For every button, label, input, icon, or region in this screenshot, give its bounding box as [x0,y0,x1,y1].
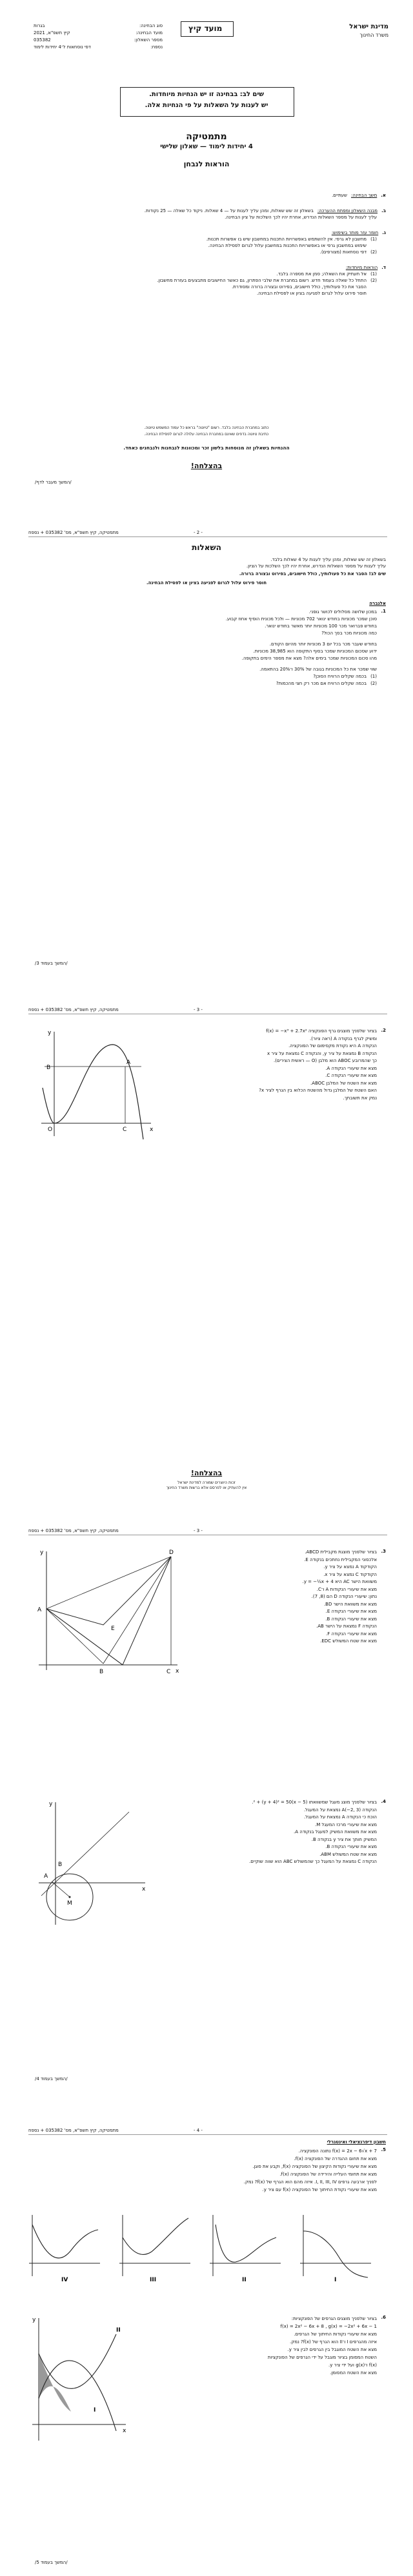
question-line: מצא את תחומי העלייה והירידה של הפונקציה f(x). [279,2172,377,2177]
question-line: מצא את שטח המשולש ABM. [319,1851,377,1857]
item-label: מבנה השאלון ומפתח ההערכה: [317,208,378,213]
instruction-item [39,284,386,290]
question-line: הנקודה B נמצאת על ציר y, והנקודה C נמצאת על ציר x [267,1050,377,1056]
label-b: B [46,1065,51,1071]
meta-label: נספח: [150,44,163,50]
graph-ii [206,2212,284,2283]
copyright-1: זכות היוצרים שמורה למדינת ישראל [177,1480,236,1485]
question-line: איזה מהגרפים I ו־II הוא הגרף של f(x)? נמק. [290,2339,377,2345]
diagonal-bd [103,1557,171,1664]
page-header: מתמטיקה, קיץ תשפ"א, מס' 035382 + נספח [28,2128,119,2133]
item-text: שעתיים. [332,193,348,198]
question-line: f(x) ו־g(x) ועל ידי ציר y. [328,2363,377,2368]
question-line: מצא את השטח המסומן. [330,2370,377,2375]
sub-text: בכמה שקלים הרוויח אם מכר רק חצי מהכמות? [276,681,367,686]
page-5 [0,2121,413,2573]
instruction-item [39,242,386,249]
page-number: - 4 - [194,2128,203,2133]
question-number: 4. [381,1799,386,1804]
question-line: מצא את שיעורי נקודות החיתוך של הגרפים. [294,2332,377,2337]
label-x: x [150,1126,154,1133]
curve-i [39,2361,116,2431]
question-line: מצא את השטח של המלבן ABOC. [310,1080,377,1086]
meta-value: 035382 [34,37,51,43]
graph-iv [26,2212,103,2283]
question-3-body [194,1549,377,1646]
item-label: משך הבחינה: [351,193,378,198]
meta-row [34,30,163,35]
question-line: ידוע שסכום המכוניות שמכר בסוף התקופה הוא 38,985 מכוניות. [253,649,377,654]
graph-label: II [242,2277,247,2283]
question-3-diagram [32,1548,181,1676]
question-line: מצא את שיעורי הנקודות A ו־C. [316,1586,377,1592]
page-number: - 2 - [194,530,203,535]
question-line: שווי שמכר את כל המכוניות בגובה של 30% ו־20% בהתאמה. [259,667,377,672]
item-key: ד. [381,265,386,270]
sub-key: (1) [370,674,377,679]
graph-label: IV [61,2277,68,2283]
section-title: חשבון דיפרנציאלי ואינטגרלי [327,2139,386,2145]
graph-iii [116,2212,194,2283]
question-line: מצא את שיעורי הנקודה F. [325,1631,377,1637]
question-line: כמה מכוניות מכר בסך הכול? [321,631,377,636]
continue-note: /המשך מעבר לדף/ [35,480,72,485]
item-text: עליך לענות על מספר השאלות הנדרש, אחרת יהיו לכך השלכות על ציון הבחינה. [225,215,377,220]
question-line: הנקודה C נמצאת על המעגל כך שהמשולש ABC הוא שווה שוקיים. [249,1859,377,1864]
question-line: מצא את שיעורי הנקודה C. [325,1073,377,1078]
label-x: x [123,2428,126,2434]
question-line: הקודקוד C נמצא על ציר x. [323,1571,377,1577]
question-2-graph [28,1027,157,1149]
question-line: נתון: שיעורי הנקודה D הם (8, 7). [311,1594,377,1599]
instruction-item [39,208,386,214]
page-number: - 3 - [194,1528,203,1533]
instruction-item [39,271,386,277]
section-title: אלגברה [369,601,386,606]
question-line: כך שהמרובע ABOC הוא מלבן (O — ראשית הצירים). [274,1058,377,1063]
question-line: מצא את שיעורי הנקודה B. [325,1844,377,1849]
label-c: C [166,1669,171,1675]
question-line: בציור שלפניך מוצג מעגל שמשוואתו (x − 5)² + (y + 4)² = 50. [252,1800,377,1805]
meta-label: מועד הבחינה: [136,30,163,35]
question-line: הוכח כי הנקודה A נמצאת על המעגל. [304,1814,377,1820]
page-header: מתמטיקה, קיץ תשפ"א, מס' 035382 + נספח [28,1528,119,1533]
label-c: C [123,1126,127,1133]
question-line: הקודקוד A נמצא על ציר y. [323,1564,377,1569]
label-e: E [111,1626,115,1632]
question-line: מצא את שיעורי מרכז המעגל M. [314,1822,377,1827]
label-x: x [142,1886,146,1893]
label-y: y [40,1549,44,1556]
label-a: A [37,1607,42,1613]
header-rule [28,2134,387,2135]
instruction-item [39,236,386,242]
page-number: - 3 - [194,1007,203,1012]
label-x: x [176,1668,179,1675]
question-6-graph [26,2315,129,2444]
intro-line-2: עליך לענות על מספר השאלות הנדרש, אחרת יהיו לכך השלכות על הציון. [246,564,386,569]
item-key: ב. [381,208,386,213]
question-line: האם השטח של המלבן גדול מהשטח הכלוא בין הגרף לציר x? [259,1088,377,1093]
question-line: אלכסוני המקבילית נחתכים בנקודה E. [304,1557,377,1562]
meta-label: סוג הבחינה: [139,23,163,28]
instruction-item [39,264,386,271]
meta-row [34,44,163,50]
page-4 [0,1522,413,2096]
label-d: D [169,1549,174,1556]
item-text: חוסר פירוט עלול לגרום לפגיעה בציון או לפסילת הבחינה. [256,291,367,296]
question-number: 3. [381,1549,386,1554]
label-ii: II [116,2327,121,2334]
question-line: סוכן שמכר מכוניות בחודש ינואר 702 מכוניות — ולכל מכונית הוסיף אחוז קבוע. [225,616,377,622]
item-text: התחל כל שאלה בעמוד חדש. רשום במחברת את שלבי הפתרון, גם כאשר החישובים מתבצעים בעזרת מחשבון. [157,278,367,283]
curve [303,2231,368,2277]
sub-question [39,680,377,687]
item-text: בשאלון זה שש שאלות, ומהן עליך לענות על — 4 שאלות. ניקוד כל שאלה — 25 נקודות. [144,208,314,213]
label-b: B [58,1862,63,1868]
question-line: במכון שלושה מסלולים לכושר גופני. [308,609,377,615]
question-line: מצא את השטח המוגבל בין הגרפים לבין ציר y. [287,2347,377,2352]
instruction-item [39,249,386,255]
meta-value: קיץ תשפ"א, 2021 [34,30,70,35]
label-i: I [94,2407,96,2414]
question-2-body [168,1028,377,1102]
page-3 [0,1001,413,1504]
question-line: לפניך ארבעה גרפים I, II, III, IV. איזה מהם הוא הגרף של f(x)? נמק. [243,2179,377,2185]
question-line: מצא את שטח המשולש EDC. [320,1638,377,1644]
state-name: מדינת ישראל [349,23,388,30]
question-line: מצא את שיעורי הנקודה A. [325,1065,377,1071]
instruction-item [39,230,386,236]
meta-row [34,23,163,28]
question-line: בחודש שעבר מכר בכל יום 3 מכוניות יותר מהיום הקודם. [269,642,377,647]
question-line: f(x) = 2x² − 6x + 8 , g(x) = −2x² + 6x − 1 [280,2324,377,2329]
question-line: השטח המסומן בציור מוגבל על ידי הגרפים של הפונקציות [267,2355,377,2360]
label-m: M [67,1900,72,1907]
continue-note: /המשך בעמוד 5/ [35,2560,68,2565]
question-line: מצא את שיעורי הנקודה B. [325,1616,377,1622]
draft-note-1: כתוב במחברת הבחינה בלבד. רשום "טיוטה" בראש כל עמוד המשמש טיוטה. [144,426,269,430]
curve [216,2225,276,2262]
item-text: דפי נוסחאות (מצורפים). [319,250,367,255]
subject-subtitle: 4 יחידות לימוד — שאלון שלישי [160,143,253,150]
curve [32,2225,98,2258]
sub-question [39,673,377,680]
page-header: מתמטיקה, קיץ תשפ"א, מס' 035382 + נספח [28,1007,119,1012]
label-a: A [126,1059,131,1066]
label-y: y [48,1030,52,1036]
gender-notice: ההנחיות בשאלון זה מנוסחות בלשון זכר ומכוונות לנבחנות ולנבחנים כאחד. [123,445,290,451]
sub-key: (2) [370,681,377,686]
curve [123,2218,188,2254]
meta-value: דפי נוסחאות ל־4 יחידות לימוד [34,44,91,50]
question-line: משוואת הישר AC היא y = −½x + 4. [302,1579,377,1584]
question-4-diagram [32,1799,148,1928]
question-line: מצא את משוואת הישר BD. [323,1601,377,1607]
item-text: אל תעתיק את השאלה; סמן את מספרה בלבד. [276,271,367,277]
question-line: ומשיק לגרף בנקודה A (ראה ציור). [310,1036,377,1041]
draft-note-2: כתיבת טיוטה בדפים שאינם במחברת הבחינה עלולה לגרום לפסילת הבחינה. [144,432,269,437]
question-number: 2. [381,1028,386,1033]
question-line: הנקודה A היא נקודת מקסימום של הפונקציה. [288,1043,377,1048]
question-line: מהו סכום המכוניות שמכר בימים אלה? מצא את מספר הימים בתקופה. [241,656,377,661]
item-key: (1) [370,237,377,242]
question-5-body [39,2147,377,2194]
exam-type: מועד קיץ [188,24,223,33]
item-key: (2) [370,250,377,255]
instruction-item [39,277,386,284]
question-line: f(x) = 2x − 6√x + 7 נתונה הפונקציה. [298,2148,377,2154]
exam-meta [34,23,163,50]
notice-line-1: שים לב: בבחינה זו יש הנחיות מיוחדות. [149,91,264,98]
header-rule [28,536,387,537]
question-line: מצא את שיעורי נקודות הקיצון של הפונקציה f(x), וקבע את סוגן. [252,2164,377,2169]
question-line: בציור שלפניך מוצגים הגרפים של הפונקציות: [291,2316,377,2321]
instruction-item [39,290,386,297]
item-text: שימוש במחשבון גרפי או באפשרויות התכנות במחשבון עלול לגרום לפסילת הבחינה. [208,243,367,248]
item-text: מחשבון לא גרפי. אין להשתמש באפשרויות התכנות במחשבון שיש בו אפשרות תכנות. [206,237,367,242]
radius-am [52,1882,70,1897]
item-label: הוראות מיוחדות: [345,265,378,270]
instruction-item [39,192,386,199]
graph-i [297,2212,374,2283]
instructions-list [39,192,386,297]
instruction-item [39,214,386,221]
item-key: ג. [382,230,386,235]
question-4-body [161,1799,377,1866]
meta-value: בגרות [34,23,45,28]
question-line: מצא את משוואת המשיק למעגל בנקודה A. [294,1829,377,1834]
center-point [69,1896,71,1898]
label-y: y [32,2317,36,2323]
good-luck: בהצלחה! [190,462,223,470]
meta-row [34,37,163,43]
graph-label: III [150,2277,157,2283]
graph-label: I [334,2277,337,2283]
question-line: הנקודה F נמצאת על הישר AB. [316,1624,377,1629]
item-label: חומר עזר מותר בשימוש: [331,230,379,235]
attention-line: שים לב! הסבר את כל פעולותיך, כולל חישובים, בפירוט ובצורה ברורה. [239,571,386,576]
question-line: מצא את שיעורי הנקודה E. [325,1609,377,1614]
instructions-title: הוראות לנבחן [183,160,230,168]
question-line: מצא את תחום ההגדרה של הפונקציה f(x). [294,2156,377,2161]
curve-ii [39,2334,116,2388]
shaded-area [39,2354,71,2412]
good-luck: בהצלחה! [190,1469,223,1477]
item-text: הסבר את כל פעולותיך, כולל חישובים, בפירוט ובצורה ברורה ומסודרת. [232,284,367,290]
question-6-body [168,2315,377,2377]
continue-note: /המשך בעמוד 3/ [35,961,68,966]
question-line: מצא את שיעורי נקודת החיתוך של הפונקציה f(x) עם ציר y. [262,2187,377,2192]
question-line: בציור שלפניך מוצגת מקבילית ABCD. [305,1549,377,1555]
label-b: B [99,1669,104,1675]
item-key: (1) [370,271,377,277]
question-line: נמק את תשובתך. [343,1095,377,1101]
page-header: מתמטיקה, קיץ תשפ"א, מס' 035382 + נספח [28,530,119,535]
question-number: 6. [381,2315,386,2320]
continue-note: /המשך בעמוד 4/ [35,2076,68,2081]
question-number: 1. [381,609,386,614]
ministry-name: משרד החינוך [359,32,388,38]
sub-text: בכמה שקלים הרוויח הסוכן? [313,674,367,679]
side-ad [46,1557,171,1609]
item-key: א. [381,193,386,198]
copyright-2: אין להעתיק או לפרסם אלא ברשות משרד החינוך [166,1486,247,1490]
attention-line-2: חוסר פירוט עלול לגרום לפגיעה בציון או לפסילת הבחינה. [146,580,267,585]
question-line: בציור שלפניך מוצגים גרף הפונקציה f(x) = −x³ + 2.7x² [266,1028,377,1034]
parallelogram [46,1557,171,1665]
intro-line-1: בשאלון זה שש שאלות, ומהן עליך לענות על 4 שאלות בלבד. [270,557,386,562]
question-number: 5. [381,2147,386,2152]
page-2 [0,524,413,968]
label-o: O [48,1126,53,1133]
subject-title: מתמטיקה [186,132,227,142]
question-1-body [39,609,377,687]
questions-title: השאלות [192,543,221,552]
meta-label: מספר השאלון: [134,37,163,43]
label-y: y [49,1801,53,1807]
question-line: בחודש פברואר מכר 100 מכוניות יותר מאשר בחודש ינואר. [265,624,377,629]
label-a: A [44,1873,48,1880]
question-line: הנקודה A(−2, 3) נמצאת על המעגל. [303,1807,377,1813]
question-line: המשיק חותך את ציר y בנקודה B. [311,1836,377,1842]
item-key: (2) [370,278,377,283]
cover-page [0,0,413,490]
notice-line-2: יש לענות על השאלות על פי הנחיות אלה. [145,102,268,109]
